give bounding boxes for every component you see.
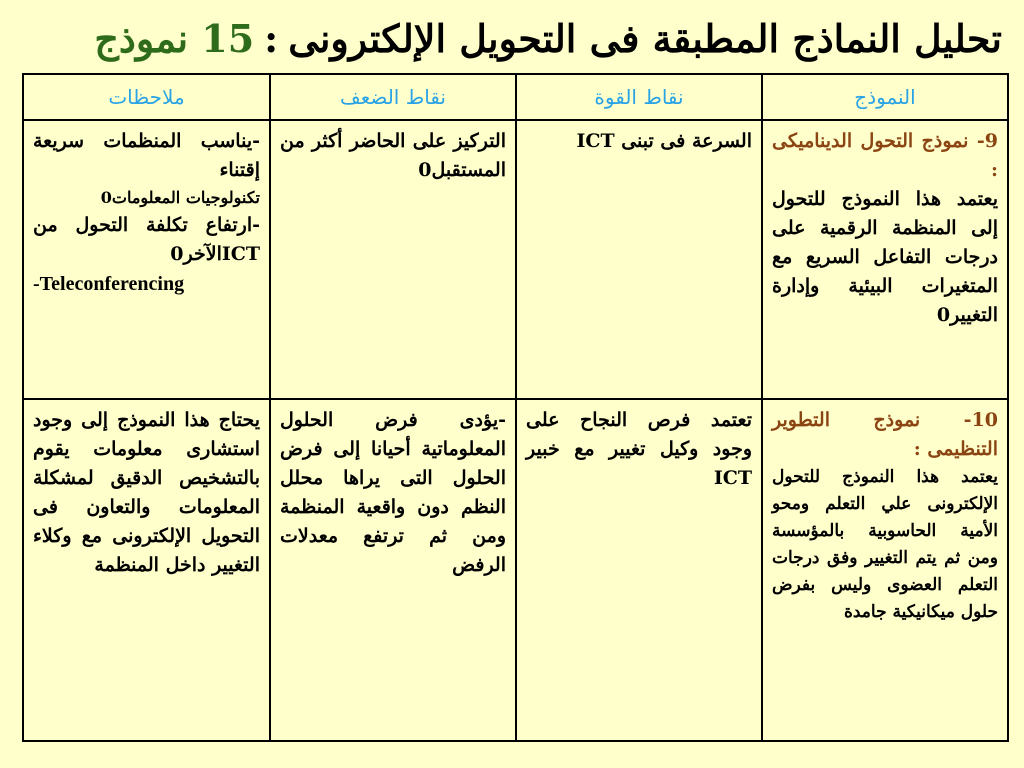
cell-model bbox=[762, 399, 1008, 741]
notes-line: تكنولوجيات المعلومات0 bbox=[100, 188, 260, 207]
model-description: يعتمد هذا النموذج للتحول الإلكترونى علي التعلم ومحو الأمية الحاسوبية بالمؤسسة ومن ثم يتم التغيير وفق درجات التعلم العضوى وليس بفرض حلول ميكانيكية جامدة bbox=[772, 467, 998, 622]
cell-model bbox=[762, 120, 1008, 399]
model-heading: 10- نموذج التطوير التنظيمى : bbox=[772, 409, 998, 460]
cell-weaknesses bbox=[270, 120, 516, 399]
models-table bbox=[22, 73, 1009, 742]
weaknesses-text: التركيز على الحاضر أكثر من المستقبل0 bbox=[280, 130, 506, 181]
header-notes: ملاحظات bbox=[23, 74, 270, 120]
weaknesses-text: -يؤدى فرض الحلول المعلوماتية أحيانا إلى فرض الحلول التى يراها محلل النظم دون واقعية المنظمة ومن ثم ترتفع معدلات الرفض bbox=[280, 409, 506, 576]
cell-strengths bbox=[516, 120, 762, 399]
table-header-row bbox=[23, 74, 1008, 120]
model-heading: 9- نموذج التحول الديناميكى : bbox=[772, 130, 998, 181]
cell-weaknesses bbox=[270, 399, 516, 741]
header-weaknesses: نقاط الضعف bbox=[270, 74, 516, 120]
title-count: 15 نموذج bbox=[94, 16, 255, 61]
table-row bbox=[23, 399, 1008, 741]
table-row bbox=[23, 120, 1008, 399]
header-model: النموذج bbox=[762, 74, 1008, 120]
notes-line: -Teleconferencing bbox=[33, 273, 185, 295]
title-separator: : bbox=[264, 16, 279, 61]
notes-text: يحتاج هذا النموذج إلى وجود استشارى معلومات يقوم بالتشخيص الدقيق لمشكلة المعلومات والتعاون فى التحويل الإلكترونى مع وكلاء التغيير داخل المنظمة bbox=[33, 409, 260, 576]
notes-line: -ارتفاع تكلفة التحول من ICTالآخر0 bbox=[33, 214, 260, 265]
strengths-text: السرعة فى تبنى ICT bbox=[576, 130, 752, 152]
model-description: يعتمد هذا النموذج للتحول إلى المنظمة الرقمية على درجات التفاعل السريع مع المتغيرات البيئية وإدارة التغيير0 bbox=[772, 188, 998, 326]
title-main: تحليل النماذج المطبقة فى التحويل الإلكترونى bbox=[288, 16, 1002, 61]
slide-title bbox=[30, 4, 1002, 74]
cell-notes bbox=[23, 120, 270, 399]
cell-strengths bbox=[516, 399, 762, 741]
header-strengths: نقاط القوة bbox=[516, 74, 762, 120]
strengths-text: تعتمد فرص النجاح على وجود وكيل تغيير مع خبير ICT bbox=[526, 409, 752, 489]
notes-line: -يناسب المنظمات سريعة إقتناء bbox=[33, 130, 260, 181]
cell-notes bbox=[23, 399, 270, 741]
